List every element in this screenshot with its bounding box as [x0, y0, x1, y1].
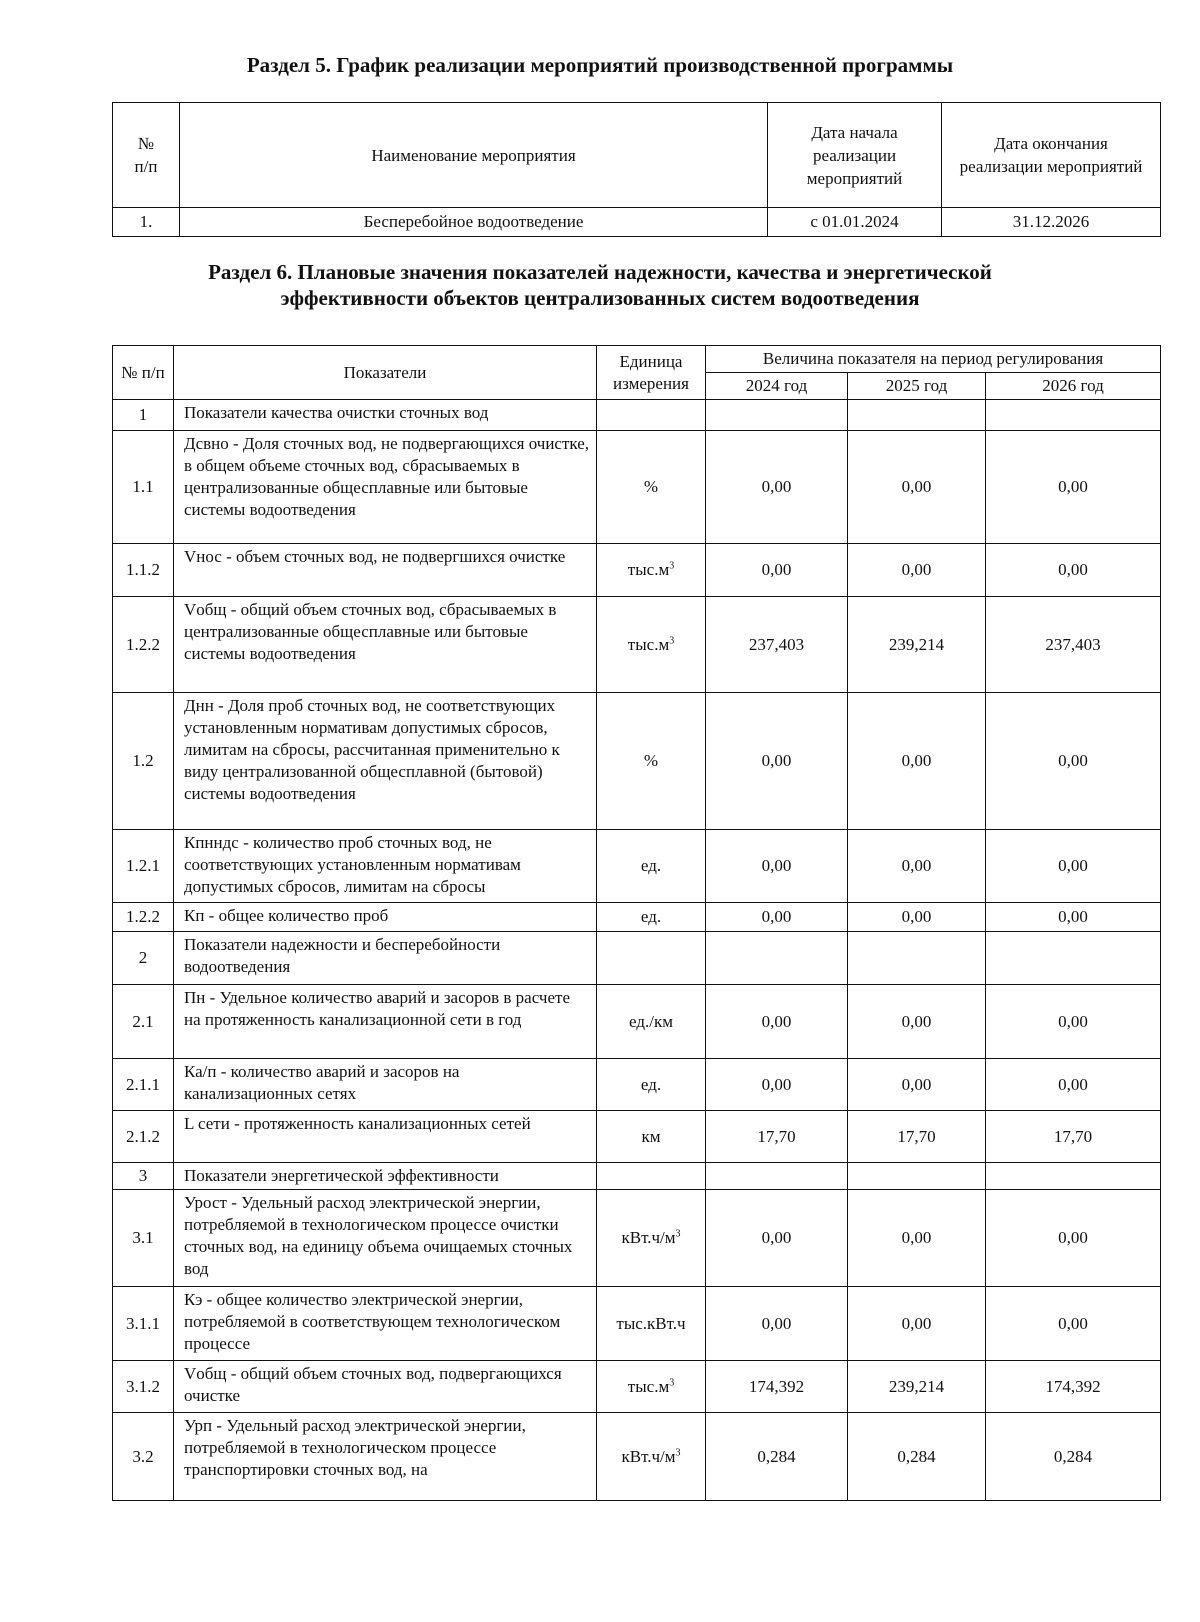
row-value-2025 [848, 400, 986, 431]
row-value-2025: 17,70 [848, 1111, 986, 1163]
row-value-2025: 0,00 [848, 1190, 986, 1287]
unit-text: кВт.ч/м [621, 1228, 676, 1247]
row-indicator: Пн - Удельное количество аварий и засоров в расчете на протяженность канализационной сети в год [174, 985, 597, 1059]
header-name: Наименование мероприятия [180, 103, 768, 208]
row-unit [597, 693, 706, 830]
row-num: 2.1 [113, 985, 174, 1059]
row-num: 1.1.2 [113, 544, 174, 597]
row-value-2024: 0,00 [706, 544, 848, 597]
row-value-2025 [848, 932, 986, 985]
row-value-2024: 0,00 [706, 903, 848, 932]
unit-text: км [641, 1126, 661, 1146]
row-value-2026: 0,00 [986, 1059, 1161, 1111]
row-value-2024: 0,00 [706, 1059, 848, 1111]
unit-text: % [643, 477, 659, 496]
section5-table [112, 102, 1161, 237]
row-value-2025: 239,214 [848, 1361, 986, 1413]
row-indicator: Днн - Доля проб сточных вод, не соответствующих установленным нормативам допустимых сбросов, лимитам на сбросы, рассчитанная применительно к виду централизованной общесплавной (бытовой) системы водоотведения [174, 693, 597, 830]
table-row [113, 1111, 1161, 1163]
table-row [113, 1413, 1161, 1501]
unit-superscript: 3 [669, 1376, 675, 1388]
row-unit [597, 544, 706, 597]
row-value-2026: 0,00 [986, 431, 1161, 544]
row-value-2024: 0,00 [706, 830, 848, 903]
row-num: 1 [113, 400, 174, 431]
table-row [113, 1190, 1161, 1287]
row-value-2024: 0,00 [706, 985, 848, 1059]
row-start: с 01.01.2024 [768, 208, 942, 237]
row-value-2025: 0,00 [848, 431, 986, 544]
row-indicator: Vобщ - общий объем сточных вод, сбрасываемых в централизованные общесплавные или бытовые системы водоотведения [174, 597, 597, 693]
section6-title-line1: Раздел 6. Плановые значения показателей надежности, качества и энергетической [208, 260, 992, 284]
row-value-2025: 0,00 [848, 830, 986, 903]
row-value-2024: 237,403 [706, 597, 848, 693]
row-value-2025: 239,214 [848, 597, 986, 693]
header-year-2026: 2026 год [986, 373, 1161, 400]
row-unit [597, 1361, 706, 1413]
row-value-2026: 0,00 [986, 985, 1161, 1059]
row-unit [597, 985, 706, 1059]
unit-text: ед. [640, 907, 662, 926]
row-num: 3.1.1 [113, 1287, 174, 1361]
header-num: № п/п [113, 346, 174, 400]
row-value-2025: 0,00 [848, 693, 986, 830]
header-indicator: Показатели [174, 346, 597, 400]
row-unit [597, 431, 706, 544]
row-indicator: Показатели энергетической эффективности [174, 1163, 597, 1190]
row-indicator: Кп - общее количество проб [174, 903, 597, 932]
row-unit [597, 932, 706, 985]
row-value-2024 [706, 400, 848, 431]
row-unit [597, 1163, 706, 1190]
table-row [113, 400, 1161, 431]
row-num: 1.2.2 [113, 903, 174, 932]
row-num: 2 [113, 932, 174, 985]
row-unit [597, 830, 706, 903]
table-row [113, 693, 1161, 830]
row-indicator: Кэ - общее количество электрической энергии, потребляемой в соответствующем технологическом процессе [174, 1287, 597, 1361]
unit-text: ед. [640, 856, 662, 875]
table-row [113, 431, 1161, 544]
table-row [113, 1059, 1161, 1111]
row-indicator: Vобщ - общий объем сточных вод, подвергающихся очистке [174, 1361, 597, 1413]
row-unit [597, 1059, 706, 1111]
unit-text: % [643, 751, 659, 770]
row-value-2024: 17,70 [706, 1111, 848, 1163]
row-indicator: Урост - Удельный расход электрической энергии, потребляемой в технологическом процессе очистки сточных вод, на единицу объема очищаемых сточных вод [174, 1190, 597, 1287]
row-num: 1.2 [113, 693, 174, 830]
row-name: Бесперебойное водоотведение [180, 208, 768, 237]
section5-title: Раздел 5. График реализации мероприятий производственной программы [246, 53, 954, 77]
row-value-2025: 0,00 [848, 1059, 986, 1111]
row-value-2025 [848, 1163, 986, 1190]
row-end: 31.12.2026 [942, 208, 1161, 237]
row-indicator: Урп - Удельный расход электрической энергии, потребляемой в технологическом процессе транспортировки сточных вод, на [174, 1413, 597, 1501]
header-start: Дата начала реализации мероприятий [768, 103, 942, 208]
row-unit [597, 597, 706, 693]
row-value-2024 [706, 1163, 848, 1190]
row-value-2026 [986, 1163, 1161, 1190]
row-num: 3.2 [113, 1413, 174, 1501]
row-value-2026: 237,403 [986, 597, 1161, 693]
row-indicator: Показатели надежности и бесперебойности водоотведения [174, 932, 597, 985]
row-value-2024: 0,00 [706, 693, 848, 830]
section6-title-line2: эффективности объектов централизованных систем водоотведения [280, 286, 920, 310]
row-indicator: Показатели качества очистки сточных вод [174, 400, 597, 431]
table-row [113, 932, 1161, 985]
row-unit [597, 1413, 706, 1501]
row-indicator: L сети - протяженность канализационных сетей [174, 1111, 597, 1163]
row-value-2026: 174,392 [986, 1361, 1161, 1413]
table-row [113, 208, 1161, 237]
unit-text: тыс.м [627, 1376, 670, 1396]
unit-text: ед./км [629, 1011, 673, 1031]
unit-text: кВт.ч/м [621, 1446, 676, 1466]
row-value-2024: 0,00 [706, 1190, 848, 1287]
row-value-2024 [706, 932, 848, 985]
table-row [113, 985, 1161, 1059]
row-value-2025: 0,00 [848, 544, 986, 597]
row-value-2026: 0,00 [986, 903, 1161, 932]
table-row [113, 1361, 1161, 1413]
section6-header-row [113, 346, 1161, 373]
row-num: 2.1.1 [113, 1059, 174, 1111]
unit-text: тыс.м [627, 560, 670, 579]
unit-superscript: 3 [675, 1446, 681, 1458]
row-unit [597, 903, 706, 932]
row-num: 3.1 [113, 1190, 174, 1287]
row-value-2025: 0,284 [848, 1413, 986, 1501]
row-unit [597, 400, 706, 431]
row-value-2025: 0,00 [848, 985, 986, 1059]
row-num: 3 [113, 1163, 174, 1190]
table-row [113, 830, 1161, 903]
row-indicator: Vнос - объем сточных вод, не подвергшихся очистке [174, 544, 597, 597]
row-indicator: Дсвно - Доля сточных вод, не подвергающихся очистке, в общем объеме сточных вод, сбрасываемых в централизованные общесплавные или бытовые системы водоотведения [174, 431, 597, 544]
row-num: 1. [113, 208, 180, 237]
row-value-2026: 0,284 [986, 1413, 1161, 1501]
row-value-2026 [986, 400, 1161, 431]
row-num: 1.2.2 [113, 597, 174, 693]
header-period: Величина показателя на период регулирования [706, 346, 1161, 373]
unit-superscript: 3 [669, 560, 675, 572]
row-num: 3.1.2 [113, 1361, 174, 1413]
header-unit: Единица измерения [597, 346, 706, 400]
table-row [113, 544, 1161, 597]
row-value-2024: 174,392 [706, 1361, 848, 1413]
table-row [113, 903, 1161, 932]
row-num: 2.1.2 [113, 1111, 174, 1163]
row-indicator: Кпнндс - количество проб сточных вод, не соответствующих установленным нормативам допустимых сбросов, лимитам на сбросы [174, 830, 597, 903]
row-value-2026: 0,00 [986, 693, 1161, 830]
row-value-2026: 0,00 [986, 1190, 1161, 1287]
header-end: Дата окончания реализации мероприятий [942, 103, 1161, 208]
row-value-2026: 0,00 [986, 830, 1161, 903]
table-row [113, 597, 1161, 693]
row-value-2024: 0,00 [706, 1287, 848, 1361]
row-unit [597, 1190, 706, 1287]
row-indicator: Ка/п - количество аварий и засоров на канализационных сетях [174, 1059, 597, 1111]
header-year-2024: 2024 год [706, 373, 848, 400]
row-value-2024: 0,284 [706, 1413, 848, 1501]
row-value-2025: 0,00 [848, 903, 986, 932]
row-value-2024: 0,00 [706, 431, 848, 544]
table-row [113, 1287, 1161, 1361]
table-row [113, 1163, 1161, 1190]
unit-superscript: 3 [669, 634, 675, 646]
row-value-2026 [986, 932, 1161, 985]
unit-text: тыс.кВт.ч [616, 1313, 686, 1333]
row-value-2026: 17,70 [986, 1111, 1161, 1163]
row-value-2026: 0,00 [986, 1287, 1161, 1361]
row-num: 1.1 [113, 431, 174, 544]
unit-superscript: 3 [675, 1228, 681, 1240]
row-num: 1.2.1 [113, 830, 174, 903]
row-value-2025: 0,00 [848, 1287, 986, 1361]
section6-table [112, 345, 1161, 1501]
unit-text: ед. [640, 1074, 662, 1094]
section5-header-row [113, 103, 1161, 208]
row-unit [597, 1111, 706, 1163]
header-num: № п/п [113, 103, 180, 208]
row-value-2026: 0,00 [986, 544, 1161, 597]
row-unit [597, 1287, 706, 1361]
header-year-2025: 2025 год [848, 373, 986, 400]
unit-text: тыс.м [627, 634, 670, 654]
